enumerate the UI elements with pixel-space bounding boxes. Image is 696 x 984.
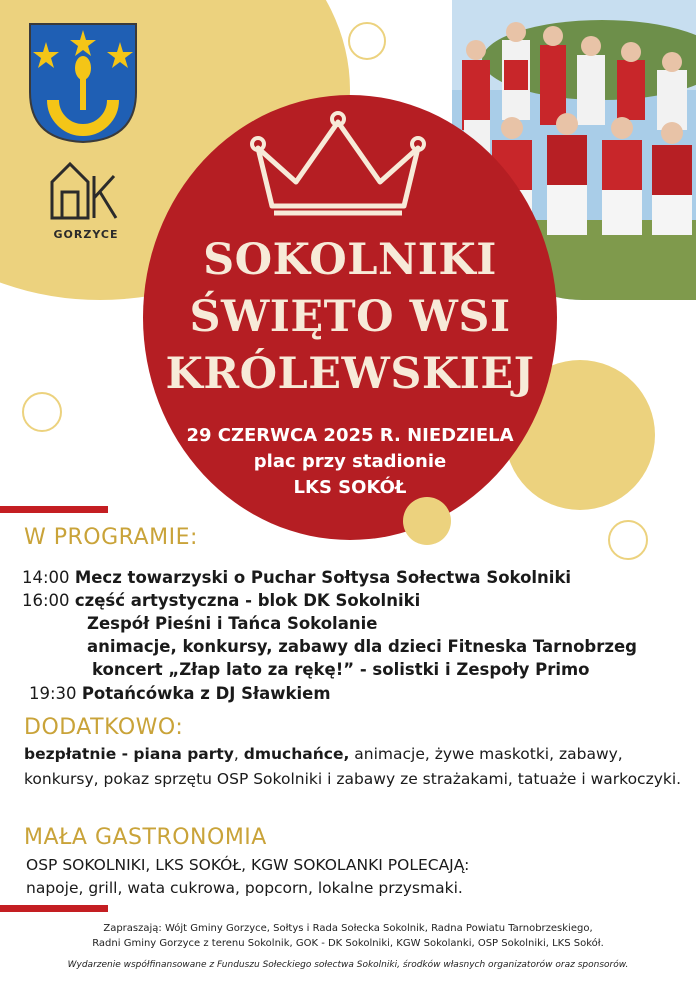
extra-sep: ,	[233, 745, 244, 763]
gastro-line-1: OSP SOKOLNIKI, LKS SOKÓŁ, KGW SOKOLANKI POLECAJĄ:	[26, 856, 470, 874]
program-item	[29, 682, 331, 705]
dk-gorzyce-logo	[48, 158, 124, 242]
extra-bold-2: dmuchańce,	[243, 745, 350, 763]
decor-ring	[22, 392, 62, 432]
program-text: Potańcówka z DJ Sławkiem	[81, 684, 331, 703]
title-line-3: KRÓLEWSKIEJ	[165, 349, 535, 399]
gastro-line-2: napoje, grill, wata cukrowa, popcorn, lokalne przysmaki.	[26, 879, 463, 897]
program-text: koncert „Złap lato za rękę!” - solistki i Zespoły Primo	[92, 660, 590, 679]
crown-icon	[238, 110, 438, 220]
extra-bold-1: bezpłatnie - piana party	[24, 745, 234, 763]
gastro-text	[26, 854, 469, 900]
program-heading: W PROGRAMIE:	[24, 525, 198, 550]
decor-ring	[348, 22, 386, 60]
divider-bar	[0, 506, 108, 513]
program-item	[22, 566, 571, 589]
program-text: animacje, konkursy, zabawy dla dzieci Fitneska Tarnobrzeg	[87, 637, 637, 656]
program-time: 16:00	[22, 591, 70, 610]
extra-rest: animacje, żywe maskotki, zabawy, konkursy, pokaz sprzętu OSP Sokolniki i zabawy ze strażakami, tatuaże i warkoczyki.	[24, 745, 682, 788]
dk-logo-text: GORZYCE	[53, 228, 119, 241]
decor-circle-yellow-small	[403, 497, 451, 545]
program-time: 14:00	[22, 568, 70, 587]
program-text: Mecz towarzyski o Puchar Sołtysa Sołectwa Sokolniki	[74, 568, 572, 587]
program-text: część artystyczna - blok DK Sokolniki	[74, 591, 421, 610]
event-place-1: plac przy stadionie	[253, 451, 447, 472]
program-item	[87, 612, 377, 635]
event-place-2: LKS SOKÓŁ	[293, 477, 407, 498]
coat-of-arms-logo	[28, 22, 138, 144]
title-line-1: SOKOLNIKI	[203, 235, 497, 285]
gastro-heading: MAŁA GASTRONOMIA	[24, 825, 267, 850]
footer-sponsor-note: Wydarzenie współfinansowane z Funduszu Sołeckiego sołectwa Sokolniki, środków własnych organizatorów oraz sponsorów.	[67, 960, 629, 970]
program-item	[92, 658, 590, 681]
program-time: 19:30	[29, 684, 77, 703]
program-text: Zespół Pieśni i Tańca Sokolanie	[87, 614, 378, 633]
footer-line-2: Radni Gminy Gorzyce z terenu Sokolnik, GOK - DK Sokolniki, KGW Sokolanki, OSP Sokolniki, LKS Sokół.	[92, 938, 604, 949]
title-line-2: ŚWIĘTO WSI	[189, 292, 511, 342]
event-date: 29 CZERWCA 2025 R. NIEDZIELA	[186, 425, 514, 446]
program-item	[22, 589, 420, 612]
extra-heading: DODATKOWO:	[24, 715, 184, 740]
footer-line-1: Zapraszają: Wójt Gminy Gorzyce, Sołtys i Rada Sołecka Sokolnik, Radna Powiatu Tarnobrzeskiego,	[103, 923, 593, 934]
decor-ring	[608, 520, 648, 560]
divider-bar	[0, 905, 108, 912]
program-item	[87, 635, 637, 658]
extra-text	[24, 742, 684, 792]
